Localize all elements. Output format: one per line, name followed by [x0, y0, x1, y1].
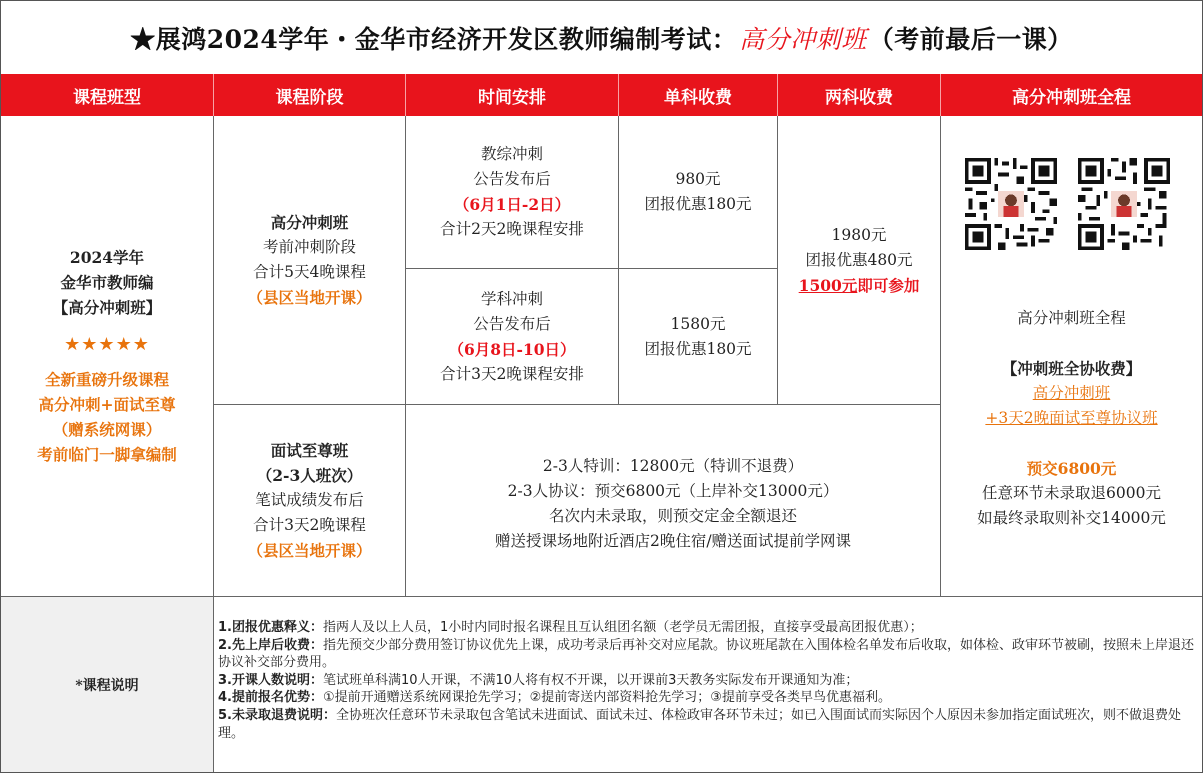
note-text: 全协班次任意环节未录取包含笔试未进面试、面试未过、体检政审各环节未过；如已入围面试而实际因个人原因未参加指定面试班次，则不做退费处理。 — [218, 707, 1181, 741]
qr-code-left — [965, 158, 1057, 250]
interview-detail-4: 赠送授课场地附近酒店2晚住宿/赠送面试提前学网课 — [494, 531, 852, 550]
stage-interview-location: （县区当地开课） — [247, 541, 372, 560]
note-title: 4.提前报名优势： — [218, 690, 323, 706]
full-course-fee-title: 【冲刺班全协收费】 — [1001, 359, 1142, 378]
stage-sprint-name: 高分冲刺班 — [270, 213, 349, 232]
full-course-caption: 高分冲刺班全程 — [1017, 309, 1126, 327]
double-fee-cell — [778, 116, 941, 405]
full-course-pay-note: 如最终录取则补交14000元 — [977, 509, 1166, 527]
schedule-subject-cell — [406, 269, 619, 405]
full-course-link-interview[interactable]: +3天2晚面试至尊协议班 — [985, 409, 1158, 427]
schedule-general-cell — [406, 116, 619, 269]
promo-line-1: 全新重磅升级课程 — [44, 370, 169, 389]
note-text: ①提前开通赠送系统网课抢先学习；②提前寄送内部资料抢先学习；③提前享受各类早鸟优惠福利。 — [322, 690, 891, 706]
interview-detail-1: 2-3人特训：12800元（特训不退费） — [542, 456, 804, 475]
rating-stars: ★★★★★ — [64, 334, 150, 355]
note-title: 2.先上岸后收费： — [218, 637, 323, 653]
note-text: 指两人及以上人员，1小时内同时报名课程且互认组团名额（老学员无需团报，直接享受最高团报优惠）； — [322, 620, 923, 635]
note-item — [218, 672, 1194, 690]
schedule-subject-dates: （6月8日-10日） — [448, 339, 576, 359]
schedule-general-dates: （6月1日-2日） — [453, 195, 571, 214]
stage-sprint-cell — [214, 116, 406, 405]
title-prefix: ★展鸿2024学年・金华市经济开发区教师编制考试： — [130, 24, 738, 54]
single-fee-general-cell — [619, 116, 778, 269]
note-item — [218, 707, 1194, 742]
interview-detail-2: 2-3人协议：预交6800元（上岸补交13000元） — [507, 481, 839, 500]
schedule-subject-total: 合计3天2晚课程安排 — [440, 364, 584, 383]
note-title: 3.开课人数说明： — [218, 672, 323, 688]
promo-line-3: （赠系统网课） — [52, 420, 162, 439]
stage-interview-desc: 笔试成绩发布后 — [255, 491, 364, 509]
double-fee-offer-amount: 1500元 — [798, 275, 858, 295]
title-suffix: （考前最后一课） — [868, 24, 1073, 54]
full-course-link-sprint[interactable]: 高分冲刺班 — [1032, 384, 1111, 402]
promo-line-2: 高分冲刺+面试至尊 — [38, 395, 176, 414]
note-item — [218, 619, 1194, 637]
page-title — [1, 1, 1202, 74]
qr-code-icon[interactable] — [1078, 158, 1170, 250]
stage-sprint-total: 合计5天4晚课程 — [253, 263, 366, 281]
course-class-name: 【高分冲刺班】 — [52, 298, 162, 317]
course-year: 2024学年 — [69, 248, 145, 267]
double-fee-offer — [799, 273, 920, 298]
stage-sprint-location: （县区当地开课） — [247, 288, 372, 307]
qr-code-right — [1078, 158, 1170, 250]
interview-detail-3: 名次内未录取，则预交定金全额退还 — [548, 506, 797, 525]
single-fee-subject-cell — [619, 269, 778, 405]
note-title: 5.未录取退费说明： — [218, 707, 336, 723]
stage-interview-name: 面试至尊班 — [270, 441, 349, 460]
schedule-general-name: 教综冲刺 — [480, 145, 543, 163]
header-schedule: 时间安排 — [406, 74, 619, 116]
stage-interview-total: 合计3天2晚课程 — [253, 516, 366, 534]
title-highlight: 高分冲刺班 — [739, 24, 867, 54]
note-title: 1.团报优惠释义： — [218, 620, 323, 635]
stage-interview-cell — [214, 405, 406, 597]
schedule-subject-when: 公告发布后 — [473, 314, 551, 333]
single-fee-subject-discount: 团报优惠180元 — [644, 339, 752, 358]
header-single-fee: 单科收费 — [619, 74, 778, 116]
header-full-course: 高分冲刺班全程 — [941, 74, 1202, 116]
course-region: 金华市教师编 — [60, 273, 154, 292]
note-text: 笔试班单科满10人开课，不满10人将有权不开课，以开课前3天教务实际发布开课通知为准； — [322, 672, 859, 688]
stage-interview-people: （2-3人班次） — [256, 466, 363, 485]
single-fee-general-discount: 团报优惠180元 — [644, 195, 752, 213]
header-double-fee: 两科收费 — [778, 74, 941, 116]
full-course-prepay: 预交6800元 — [1026, 459, 1117, 478]
single-fee-general-price: 980元 — [675, 170, 721, 188]
schedule-subject-name: 学科冲刺 — [480, 289, 543, 308]
promo-line-4: 考前临门一脚拿编制 — [37, 445, 177, 464]
header-course-type: 课程班型 — [1, 74, 214, 116]
interview-details-cell — [406, 405, 941, 597]
schedule-general-when: 公告发布后 — [473, 170, 551, 188]
stage-sprint-desc: 考前冲刺阶段 — [262, 238, 356, 256]
note-item — [218, 637, 1194, 672]
header-course-stage: 课程阶段 — [214, 74, 406, 116]
full-course-refund-note: 任意环节未录取退6000元 — [982, 484, 1161, 502]
notes-content — [214, 597, 1202, 772]
note-text: 指先预交少部分费用签订协议优先上课，成功考录后再补交对应尾款。协议班尾款在入围体检名单发布后收取，如体检、政审环节被刷，按照未上岸退还协议补交部分费用。 — [218, 637, 1194, 671]
notes-label: *课程说明 — [1, 597, 214, 772]
double-fee-discount: 团报优惠480元 — [805, 250, 913, 269]
course-type-cell — [1, 116, 214, 597]
single-fee-subject-price: 1580元 — [670, 314, 726, 333]
double-fee-price: 1980元 — [831, 225, 887, 244]
qr-code-icon[interactable] — [965, 158, 1057, 250]
schedule-general-total: 合计2天2晚课程安排 — [440, 220, 584, 238]
double-fee-offer-text: 即可参加 — [857, 275, 920, 295]
note-item — [218, 689, 1194, 707]
